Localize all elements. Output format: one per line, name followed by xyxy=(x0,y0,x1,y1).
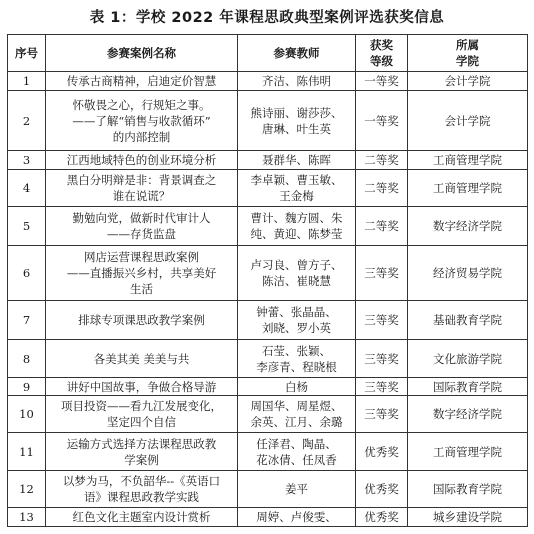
cell-college: 工商管理学院 xyxy=(408,433,528,471)
cell-case-name: 传承古商精神，启迪定价智慧 xyxy=(46,72,238,91)
table-row xyxy=(8,207,528,246)
cell-college: 国际教育学院 xyxy=(408,471,528,508)
awards-table xyxy=(7,34,528,527)
cell-no: 1 xyxy=(8,72,46,91)
cell-teacher: 石莹、张颖、 李彦青、程晓根 xyxy=(238,340,356,378)
header-row xyxy=(8,35,528,72)
cell-teacher: 卢习良、曾方子、 陈洁、崔晓慧 xyxy=(238,246,356,301)
cell-case-name: 项目投资——看九江发展变化， 坚定四个自信 xyxy=(46,396,238,433)
cell-case-name: 讲好中国故事，争做合格导游 xyxy=(46,378,238,396)
cell-case-name: 运输方式选择方法课程思政教 学案例 xyxy=(46,433,238,471)
cell-teacher: 钟蕾、张晶晶、 刘晓、罗小英 xyxy=(238,301,356,340)
cell-no: 6 xyxy=(8,246,46,301)
table-row xyxy=(8,508,528,527)
cell-level: 优秀奖 xyxy=(356,433,408,471)
cell-level: 三等奖 xyxy=(356,246,408,301)
cell-college: 国际教育学院 xyxy=(408,378,528,396)
cell-case-name: 黑白分明辩是非：背景调查之 谁在说谎？ xyxy=(46,170,238,207)
cell-no: 5 xyxy=(8,207,46,246)
header-teacher: 参赛教师 xyxy=(238,35,356,72)
cell-college: 经济贸易学院 xyxy=(408,246,528,301)
cell-level: 三等奖 xyxy=(356,396,408,433)
cell-college: 文化旅游学院 xyxy=(408,340,528,378)
cell-case-name: 勤勉向党，做新时代审计人 ——存货监盘 xyxy=(46,207,238,246)
cell-no: 8 xyxy=(8,340,46,378)
header-no: 序号 xyxy=(8,35,46,72)
cell-no: 12 xyxy=(8,471,46,508)
cell-no: 11 xyxy=(8,433,46,471)
cell-teacher: 曹计、魏方圆、朱 纯、黄迎、陈梦莹 xyxy=(238,207,356,246)
cell-teacher: 聂群华、陈晖 xyxy=(238,151,356,170)
table-row xyxy=(8,378,528,396)
header-level: 获奖 等级 xyxy=(356,35,408,72)
cell-college: 数字经济学院 xyxy=(408,396,528,433)
cell-case-name: 排球专项课思政教学案例 xyxy=(46,301,238,340)
cell-level: 优秀奖 xyxy=(356,471,408,508)
cell-teacher: 姜平 xyxy=(238,471,356,508)
cell-teacher: 齐洁、陈伟明 xyxy=(238,72,356,91)
table-row xyxy=(8,170,528,207)
table-row xyxy=(8,301,528,340)
cell-level: 三等奖 xyxy=(356,378,408,396)
cell-college: 基础教育学院 xyxy=(408,301,528,340)
cell-level: 二等奖 xyxy=(356,151,408,170)
cell-college: 会计学院 xyxy=(408,91,528,151)
cell-college: 工商管理学院 xyxy=(408,151,528,170)
table-row xyxy=(8,72,528,91)
cell-level: 二等奖 xyxy=(356,207,408,246)
cell-case-name: 红色文化主题室内设计赏析 xyxy=(46,508,238,527)
cell-case-name: 各美其美 美美与共 xyxy=(46,340,238,378)
cell-level: 三等奖 xyxy=(356,301,408,340)
cell-case-name: 怀敬畏之心，行规矩之事。 ——了解“销售与收款循环” 的内部控制 xyxy=(46,91,238,151)
cell-level: 一等奖 xyxy=(356,72,408,91)
cell-case-name: 江西地域特色的创业环境分析 xyxy=(46,151,238,170)
cell-level: 优秀奖 xyxy=(356,508,408,527)
table-row xyxy=(8,433,528,471)
cell-teacher: 白杨 xyxy=(238,378,356,396)
cell-level: 三等奖 xyxy=(356,340,408,378)
cell-no: 3 xyxy=(8,151,46,170)
table-row xyxy=(8,246,528,301)
table-title: 表 1：学校 2022 年课程思政典型案例评选获奖信息 xyxy=(89,10,445,26)
cell-teacher: 周婷、卢俊雯、 xyxy=(238,508,356,527)
cell-no: 13 xyxy=(8,508,46,527)
cell-college: 数字经济学院 xyxy=(408,207,528,246)
cell-teacher: 周国华、周星煜、 余英、江月、余璐 xyxy=(238,396,356,433)
cell-no: 10 xyxy=(8,396,46,433)
cell-no: 4 xyxy=(8,170,46,207)
cell-teacher: 熊诗丽、谢莎莎、 唐琳、叶生英 xyxy=(238,91,356,151)
cell-case-name: 以梦为马，不负韶华--《英语口 语》课程思政教学实践 xyxy=(46,471,238,508)
cell-no: 7 xyxy=(8,301,46,340)
header-college: 所属 学院 xyxy=(408,35,528,72)
table-row xyxy=(8,340,528,378)
cell-level: 二等奖 xyxy=(356,170,408,207)
cell-college: 工商管理学院 xyxy=(408,170,528,207)
cell-college: 会计学院 xyxy=(408,72,528,91)
cell-level: 一等奖 xyxy=(356,91,408,151)
cell-teacher: 任泽君、陶晶、 花冰倩、任凤香 xyxy=(238,433,356,471)
cell-college: 城乡建设学院 xyxy=(408,508,528,527)
cell-teacher: 李卓颖、曹玉敏、 王金梅 xyxy=(238,170,356,207)
header-name: 参赛案例名称 xyxy=(46,35,238,72)
table-row xyxy=(8,471,528,508)
cell-no: 2 xyxy=(8,91,46,151)
table-row xyxy=(8,91,528,151)
cell-no: 9 xyxy=(8,378,46,396)
cell-case-name: 网店运营课程思政案例 ——直播振兴乡村，共享美好 生活 xyxy=(46,246,238,301)
table-row xyxy=(8,396,528,433)
table-row xyxy=(8,151,528,170)
